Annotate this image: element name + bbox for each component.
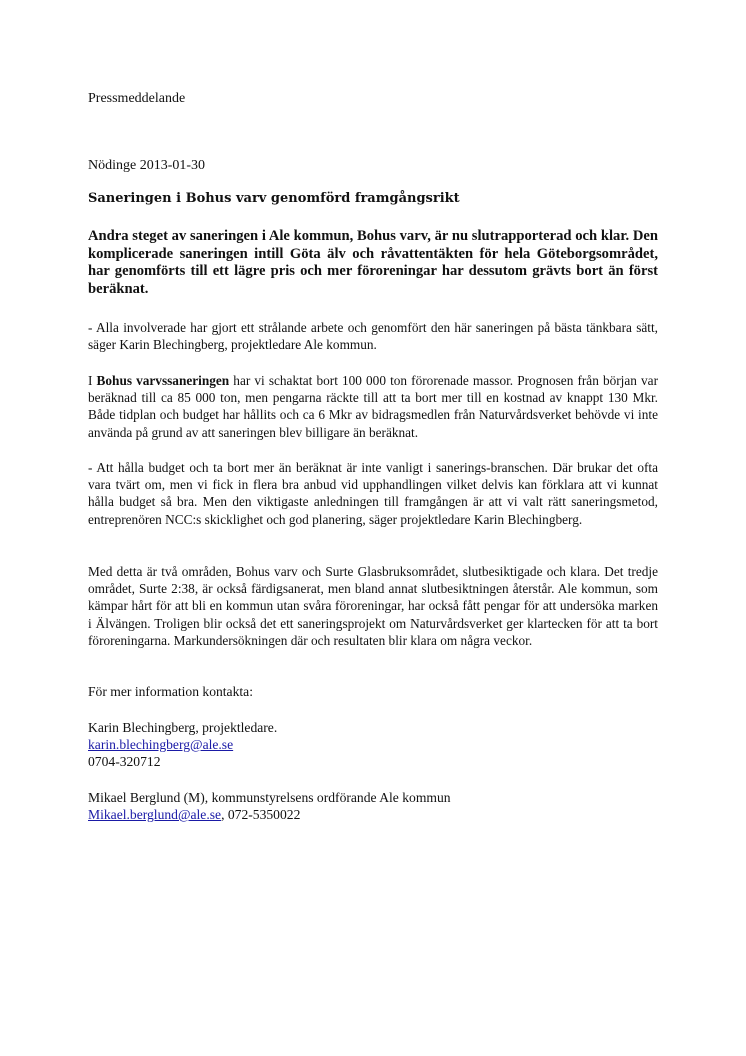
paragraph-prefix: I [88,373,97,388]
body-paragraph-2 [88,372,658,441]
contact-2-email-link[interactable]: Mikael.berglund@ale.se [88,807,222,822]
headline: Saneringen i Bohus varv genomförd framgångsrikt [88,191,460,206]
contact-1-email-line [88,736,233,753]
contact-1-name: Karin Blechingberg, projektledare. [88,720,278,735]
contact-2-separator: , [221,807,228,822]
contact-2-email-line [88,806,300,823]
document-type-label: Pressmeddelande [88,91,186,106]
place-date: Nödinge 2013-01-30 [88,158,206,173]
quote-paragraph-1: - Alla involverade har gjort ett strålande arbete och genomfört den här saneringen på bästa tänkbara sätt, säger Karin Blechingberg, projektledare Ale kommun. [88,320,658,353]
contact-1-phone: 0704-320712 [88,754,161,769]
bold-project-name: Bohus varvssaneringen [96,373,230,388]
lead-paragraph: Andra steget av saneringen i Ale kommun, Bohus varv, är nu slutrapporterad och klar. Den komplicerade saneringen intill Göta älv och råvattentäkten för hela Göteborgsområdet, har genomförts till ett lägre pris och mer föroreningar har dessutom grävts bort än först beräknat. [88,228,658,297]
body-paragraph-4: Med detta är två områden, Bohus varv och Surte Glasbruksområdet, slutbesiktigade och klara. Det tredje området, Surte 2:38, är också färdigsanerat, men bland annat slutbesiktningen återstår. Ale kommun, som kämpar hårt för att bli en kommun utan svåra föroreningar, har också fått pengar för att undersöka marken i Älvängen. Troligen blir också det ett saneringsprojekt om Naturvårdsverket ger klartecken för att ta bort föroreningarna. Markundersökningen där och resultaten blir klara om några veckor. [88,564,658,648]
contact-intro: För mer information kontakta: [88,684,253,699]
contact-2-name: Mikael Berglund (M), kommunstyrelsens ordförande Ale kommun [88,790,451,805]
paragraph-rest: har vi schaktat bort 100 000 ton förorenade massor. Prognosen från början var beräknad till ca 85 000 ton, men pengarna räckte till att ta bort mer till en kostnad av knappt 130 Mkr. Både tidplan och budget har hållits och ca 6 Mkr av bidragsmedlen från Naturvårdsverket behövde vi inte använda på grund av att saneringen blev billigare än beräknat. [88,373,658,440]
quote-paragraph-2: - Att hålla budget och ta bort mer än beräknat är inte vanligt i sanerings-branschen. Där brukar det ofta vara tvärt om, men vi fick in flera bra anbud vid upphandlingen vilket delvis kan förklara att vi kunnat hålla budget så bra. Men den viktigaste anledningen till framgången är att vi valt rätt saneringsmetod, entreprenören NCC:s skicklighet och god planering, säger projektledare Karin Blechingberg. [88,460,658,527]
contact-2-phone: 072-5350022 [227,807,301,822]
contact-1-email-link[interactable]: karin.blechingberg@ale.se [88,737,234,752]
